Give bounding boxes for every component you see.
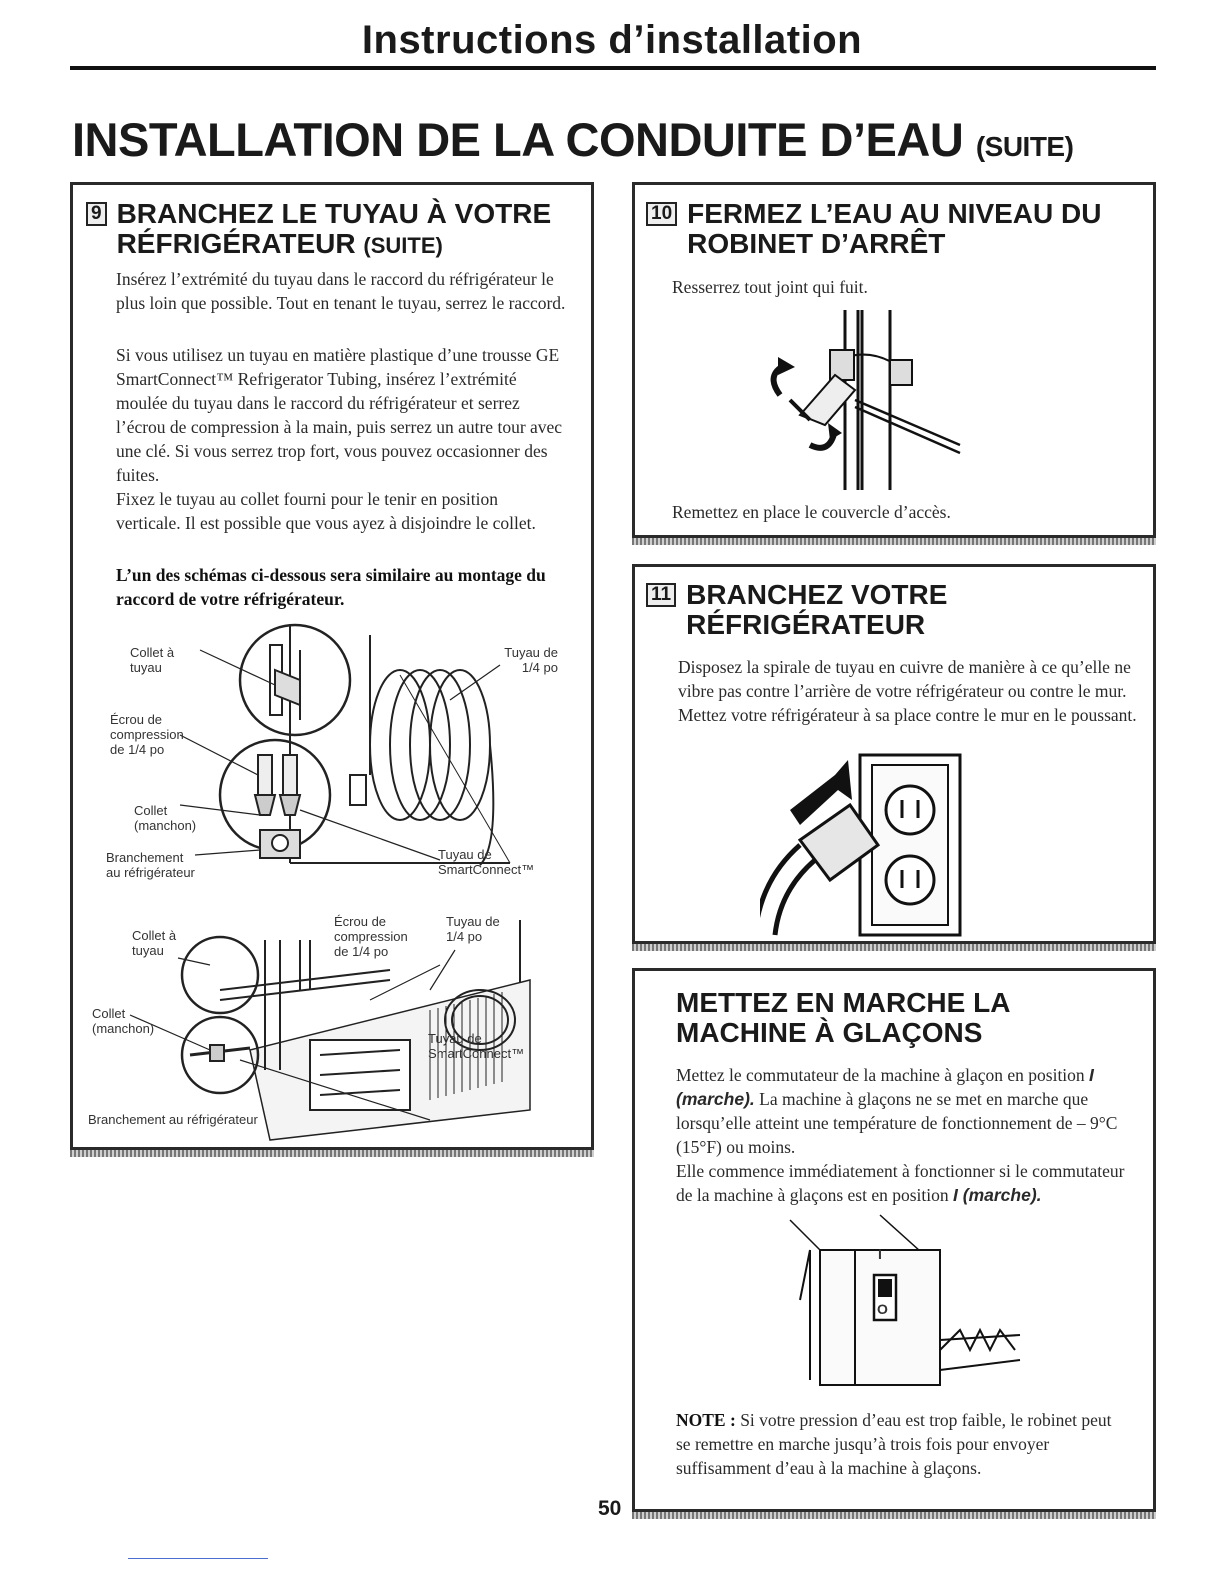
step9-number: 9 [86,202,107,226]
diagram1-label-branchement: Branchement au réfrigérateur [106,850,195,880]
diagram2-label-branchement: Branchement au réfrigérateur [88,1112,258,1127]
step9-title-line2: RÉFRIGÉRATEUR [116,228,356,259]
step12-heading [676,988,1010,1048]
step12-p2-start: Elle commence immédiatement à fonctionner si le commutateur de la machine à glaçons est en position [676,1161,1125,1205]
diagram1-label-tuyau-quart: Tuyau de 1/4 po [504,645,558,675]
step9-heading [86,199,551,261]
diagram2-label-collet-manchon: Collet (manchon) [92,1006,155,1036]
icemaker-switch-illustration [780,1210,1040,1390]
step12-p1-start: Mettez le commutateur de la machine à glaçon en position [676,1065,1090,1085]
step10-paragraph-2: Remettez en place le couvercle d’accès. [672,502,951,522]
diagram1-label-ecrou: Écrou de compression de 1/4 po [110,712,184,757]
step10-heading [646,199,1101,259]
step12-paragraph-2 [676,1159,1136,1207]
shutoff-valve-illustration [750,305,970,505]
step11-number: 11 [646,583,676,607]
step11-title-line1: BRANCHEZ VOTRE [686,579,948,610]
diagram1-label-smartconnect: Tuyau de SmartConnect™ [438,847,535,877]
diagram1-label-collet-tuyau: Collet à tuyau [130,645,175,675]
diagram1-label-collet-manchon: Collet (manchon) [134,803,197,833]
step11-paragraph-1: Disposez la spirale de tuyau en cuivre de manière à ce qu’elle ne vibre pas contre l’arrière de votre réfrigérateur ou contre le mur. Mettez votre réfrigérateur à sa place contre le mur en le poussant. [678,657,1137,725]
power-outlet-illustration [760,750,980,940]
step12-note-text: Si votre pression d’eau est trop faible, le robinet peut se remettre en marche jusqu’à trois fois pour envoyer suffisamment d’eau à la machine à glaçons. [676,1410,1112,1478]
page-title [72,112,1073,167]
page-number: 50 [598,1497,622,1520]
switch-on-label: I [878,1246,882,1262]
step12-p2-marche: I (marche). [953,1185,1042,1205]
diagram2-label-tuyau-quart: Tuyau de 1/4 po [446,914,500,944]
step9-title-suffix: (SUITE) [363,233,443,258]
header-rule [70,66,1156,70]
step12-note-label: NOTE : [676,1410,736,1430]
step12-p1-end: La machine à glaçons ne se met en marche que lorsqu’elle atteint une température de fonctionnement de – 9°C (15°F) ou moins. [676,1089,1118,1157]
step11-heading [646,580,947,640]
page-title-suffix: (SUITE) [975,131,1074,162]
diagram2-label-ecrou: Écrou de compression de 1/4 po [334,914,408,959]
diagram2-label-smartconnect: Tuyau de SmartConnect™ [428,1031,525,1061]
step10-paragraph-1: Resserrez tout joint qui fuit. [672,277,868,297]
footer-rule [128,1558,268,1559]
step9-paragraph-2: Si vous utilisez un tuyau en matière plastique d’une trousse GE SmartConnect™ Refrigerator Tubing, insérez l’extrémité moulée du tuyau dans le raccord du réfrigérateur et serrez l’écrou de compression à la main, puis serrez un autre tour avec une clé. Si vous serrez trop fort, vous pouvez occasionner des fuites. [116,345,563,485]
step10-title-line1: FERMEZ L’EAU AU NIVEAU DU [687,198,1102,229]
step10-number: 10 [646,202,677,226]
step12-title-line1: METTEZ EN MARCHE LA [676,987,1011,1018]
step12-paragraph-1 [676,1063,1136,1159]
header-title: Instructions d’installation [361,18,863,62]
step9-paragraph-4: L’un des schémas ci-dessous sera similaire au montage du raccord de votre réfrigérateur. [116,565,546,609]
switch-off-label: O [877,1301,888,1317]
step11-title-line2: RÉFRIGÉRATEUR [686,609,926,640]
step9-paragraph-3: Fixez le tuyau au collet fourni pour le tenir en position verticale. Il est possible que vous ayez à disjoindre le collet. [116,489,536,533]
step12-title-line2: MACHINE À GLAÇONS [676,1017,983,1048]
step12-note [676,1408,1116,1480]
diagram2-label-collet-tuyau: Collet à tuyau [132,928,177,958]
step9-title-line1: BRANCHEZ LE TUYAU À VOTRE [116,198,552,229]
step9-paragraph-1: Insérez l’extrémité du tuyau dans le raccord du réfrigérateur le plus loin que possible. Tout en tenant le tuyau, serrez le raccord. [116,269,566,313]
step10-title-line2: ROBINET D’ARRÊT [687,228,946,259]
page-title-text: INSTALLATION DE LA CONDUITE D’EAU [72,113,964,166]
step12-p1-marche: I (marche). [676,1065,1094,1109]
